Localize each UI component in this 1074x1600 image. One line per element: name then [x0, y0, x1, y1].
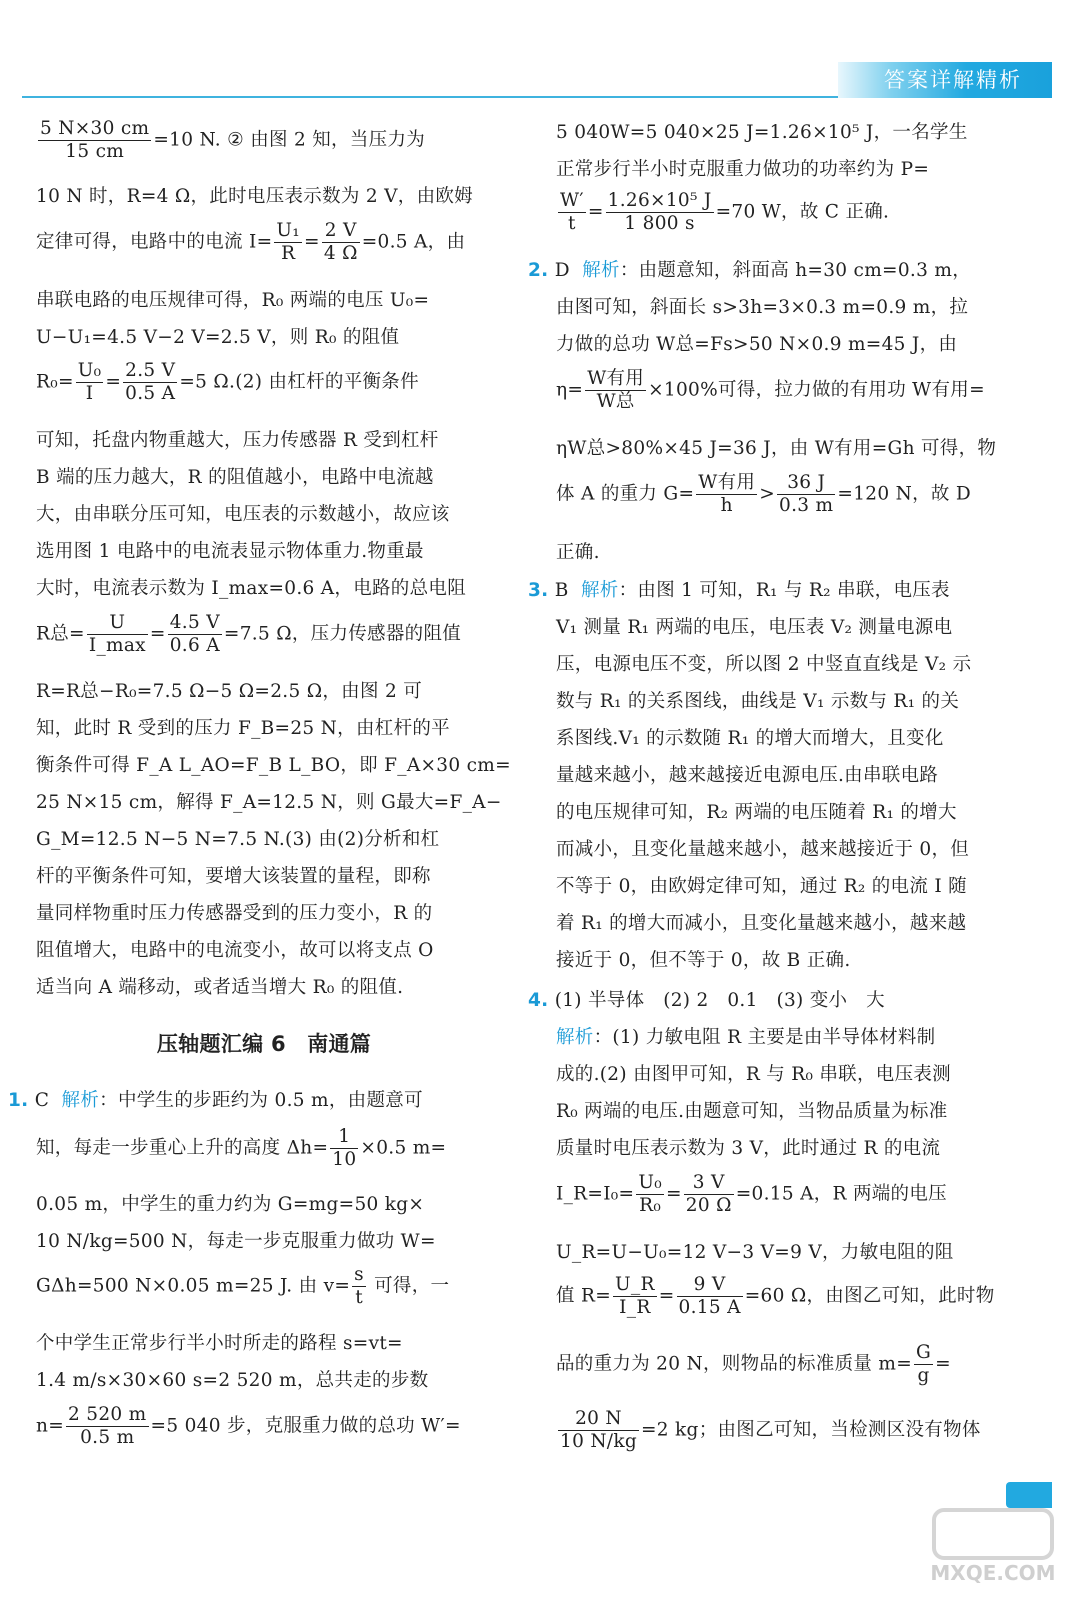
analysis-label: 解析: [556, 1027, 594, 1048]
q3-line-9: 不等于 0，由欧姆定律可知，通过 R₂ 的电流 I 随: [556, 876, 967, 897]
q2-line-5: ηW总>80%×45 J=36 J，由 W有用=Gh 可得，物: [556, 438, 997, 459]
left-line-4: 串联电路的电压规律可得，R₀ 两端的电压 U₀=: [36, 290, 430, 311]
analysis-label: 解析: [61, 1090, 100, 1111]
q2-line-6: 体 A 的重力 G= $\frac{\text{W有用}}{h}$ > $\frac{36 J}{0.3 m}$ =120 N，故 D: [556, 472, 971, 516]
q4-line-6: U_R=U−U₀=12 V−3 V=9 V，力敏电阻的阻: [556, 1242, 954, 1263]
left-line-3: 定律可得，电路中的电流 I= $\frac{\text{U₁}}{R}$ = $\frac{2 V}{4 \Omega}$ =0.5 A，由: [36, 220, 466, 264]
fraction: $\frac{W'}{t}$: [560, 190, 584, 234]
q3-line-10: 着 R₁ 的增大而减小，且变化量越来越小，越来越: [556, 913, 967, 934]
q4-line-5: I_R=I₀= $\frac{\text{U₀}}{\text{R₀}}$ = $\frac{3 V}{20 \Omega}$ =0.15 A，R 两端的电压: [556, 1172, 947, 1216]
answer-letter: C: [34, 1090, 50, 1111]
left-line-16: 25 N×15 cm，解得 F_A=12.5 N，则 G最大=F_A−: [36, 792, 502, 813]
q3-line-7: 的电压规律可知，R₂ 两端的电压随着 R₁ 的增大: [556, 802, 957, 823]
left-line-17: G_M=12.5 N−5 N=7.5 N.(3) 由(2)分析和杠: [36, 829, 440, 850]
q1-line-2: 知，每走一步重心上升的高度 Δh= $\frac{1}{10}$ ×0.5 m=: [36, 1126, 447, 1170]
q1-line-5: GΔh=500 N×0.05 m=25 J. 由 v= $\frac{s}{t}$ 可得，一: [36, 1264, 450, 1308]
fraction: $\frac{\text{1.26×10⁵ J}}{1 800 s}$: [607, 190, 712, 234]
q4-line-9: $\frac{20 N}{10 N/kg}$ =2 kg；由图乙可知，当检测区没有物体: [560, 1408, 981, 1452]
left-line-20: 阻值增大，电路中的电流变小，故可以将支点 O: [36, 940, 434, 961]
fraction: $\frac{4.5 V}{0.6 A}$: [169, 612, 220, 656]
fraction: $\frac{9 V}{0.15 A}$: [678, 1274, 741, 1318]
q3-line-3: 压，电源电压不变，所以图 2 中竖直直线是 V₂ 示: [556, 654, 972, 675]
fraction: $\frac{2 520 m}{0.5 m}$: [68, 1404, 147, 1448]
q1-line-3: 0.05 m，中学生的重力约为 G=mg=50 kg×: [36, 1194, 425, 1215]
fraction: $\frac{20 N}{10 N/kg}$: [560, 1408, 637, 1452]
left-line-14: 知，此时 R 受到的压力 F_B=25 N，由杠杆的平: [36, 718, 450, 739]
fraction: $\frac{s}{t}$: [354, 1264, 364, 1308]
analysis-label: 解析: [580, 580, 619, 601]
fraction: $\frac{2.5 V}{0.5 A}$: [125, 360, 176, 404]
left-line-5: U−U₁=4.5 V−2 V=2.5 V，则 R₀ 的阻值: [36, 327, 400, 348]
left-line-13: R=R总−R₀=7.5 Ω−5 Ω=2.5 Ω，由图 2 可: [36, 681, 423, 702]
q2-line-2: 由图可知，斜面长 s>3h=3×0.3 m=0.9 m，拉: [556, 297, 969, 318]
q1-line-6: 个中学生正常步行半小时所走的路程 s=vt=: [36, 1333, 403, 1354]
question-number: 2.: [528, 260, 549, 281]
q2-line-4: η= $\frac{\text{W有用}}{\text{W总}}$ ×100%可得，拉力做的有用功 W有用=: [556, 368, 985, 412]
left-line-1: $\frac{5 N\times 30 cm}{15 cm}$ =10 N. ② 由图 2 知，当压力为: [40, 118, 426, 162]
header-tab: 答案详解精析: [838, 62, 1052, 98]
left-line-18: 杆的平衡条件可知，要增大该装置的量程，即称: [36, 866, 431, 887]
left-line-12: R总= $\frac{U}{I\_\max}$ = $\frac{4.5 V}{0.6 A}$ =7.5 Ω，压力传感器的阻值: [36, 612, 462, 656]
left-line-7: 可知，托盘内物重越大，压力传感器 R 受到杠杆: [36, 430, 439, 451]
q3-line-1: 3. B 解析：由图 1 可知，R₁ 与 R₂ 串联，电压表: [528, 580, 950, 601]
q4-line-8: 品的重力为 20 N，则物品的标准质量 m= $\frac{G}{g}$ =: [556, 1342, 951, 1386]
fraction: $\frac{\text{U₀}}{\text{R₀}}$: [638, 1172, 662, 1216]
q2-line-7: 正确.: [556, 542, 600, 563]
q4-line-4: 质量时电压表示数为 3 V，此时通过 R 的电流: [556, 1138, 941, 1159]
fraction: $\frac{U\_R}{I\_R}$: [615, 1274, 655, 1318]
left-line-21: 适当向 A 端移动，或者适当增大 R₀ 的阻值.: [36, 977, 404, 998]
q3-line-2: V₁ 测量 R₁ 两端的电压，电压表 V₂ 测量电源电: [556, 617, 953, 638]
q1-line-4: 10 N/kg=500 N，每走一步克服重力做功 W=: [36, 1231, 436, 1252]
left-line-10: 选用图 1 电路中的电流表显示物体重力.物重最: [36, 541, 424, 562]
q3-line-8: 而减小，且变化量越来越小，越来越接近于 0，但: [556, 839, 970, 860]
section-title: 压轴题汇编 6 南通篇: [156, 1032, 372, 1056]
left-line-19: 量同样物重时压力传感器受到的压力变小，R 的: [36, 903, 433, 924]
left-line-11: 大时，电流表示数为 I_max=0.6 A，电路的总电阻: [36, 578, 467, 599]
question-number: 4.: [528, 990, 549, 1011]
q1-line-1: 1. C 解析：中学生的步距约为 0.5 m，由题意可: [8, 1090, 423, 1111]
q4-line-0: [528, 986, 1002, 1012]
fraction: $\frac{36 J}{0.3 m}$: [779, 472, 834, 516]
right-line-2: 正常步行半小时克服重力做功的功率约为 P=: [556, 159, 930, 180]
fraction: $\frac{G}{g}$: [916, 1342, 932, 1386]
left-line-15: 衡条件可得 F_A L_AO=F_B L_BO，即 F_A×30 cm=: [36, 755, 511, 776]
fraction: $\frac{\text{W有用}}{\text{W总}}$: [587, 368, 645, 412]
fraction: $\frac{2 V}{4 \Omega}$: [323, 220, 358, 264]
q3-line-6: 量越来越小，越来越接近电源电压.由串联电路: [556, 765, 939, 786]
q4-line-1: 解析：(1) 力敏电阻 R 主要是由半导体材料制: [556, 1027, 936, 1048]
right-line-3: $\frac{W'}{t}$ = $\frac{\text{1.26×10⁵ J}}{1 800 s}$ =70 W，故 C 正确.: [560, 190, 890, 234]
question-number: 1.: [8, 1090, 29, 1111]
fraction: $\frac{1}{10}$: [332, 1126, 357, 1170]
left-line-8: B 端的压力越大，R 的阻值越小，电路中电流越: [36, 467, 434, 488]
fraction: $\frac{\text{U₀}}{I}$: [77, 360, 102, 404]
q2-line-3: 力做的总功 W总=Fs>50 N×0.9 m=45 J，由: [556, 334, 958, 355]
q1-line-7: 1.4 m/s×30×60 s=2 520 m，总共走的步数: [36, 1370, 429, 1391]
fraction: $\frac{3 V}{20 \Omega}$: [685, 1172, 732, 1216]
answer-letter: D: [554, 260, 570, 281]
q2-line-1: 2. D 解析：由题意知，斜面高 h=30 cm=0.3 m，: [528, 260, 971, 281]
q4-line-2: 成的.(2) 由图甲可知，R 与 R₀ 串联，电压表测: [556, 1064, 951, 1085]
fraction: $\frac{\text{W有用}}{h}$: [698, 472, 756, 516]
question-number: 3.: [528, 580, 549, 601]
q4-line-3: R₀ 两端的电压.由题意可知，当物品质量为标准: [556, 1101, 948, 1122]
left-line-6: R₀= $\frac{\text{U₀}}{I}$ = $\frac{2.5 V}{0.5 A}$ =5 Ω.(2) 由杠杆的平衡条件: [36, 360, 419, 404]
q3-line-4: 数与 R₁ 的关系图线，曲线是 V₁ 示数与 R₁ 的关: [556, 691, 960, 712]
answer-text: (1) 半导体 (2) 2 0.1 (3) 变小 大: [554, 990, 885, 1011]
fraction: $\frac{U}{I\_\max}$: [88, 612, 146, 656]
q3-line-5: 系图线.V₁ 的示数随 R₁ 的增大而增大，且变化: [556, 728, 944, 749]
q3-line-11: 接近于 0，但不等于 0，故 B 正确.: [556, 950, 851, 971]
watermark-logo: [928, 1500, 1058, 1590]
right-line-1: 5 040W=5 040×25 J=1.26×10⁵ J，一名学生: [556, 122, 968, 143]
left-line-2: 10 N 时，R=4 Ω，此时电压表示数为 2 V，由欧姆: [36, 186, 474, 207]
q4-line-7: 值 R= $\frac{U\_R}{I\_R}$ = $\frac{9 V}{0.15 A}$ =60 Ω，由图乙可知，此时物: [556, 1274, 995, 1318]
analysis-label: 解析: [582, 260, 620, 281]
answer-letter: B: [554, 580, 569, 601]
fraction: $\frac{\text{U₁}}{R}$: [276, 220, 300, 264]
watermark-text: MXQE.COM: [930, 1561, 1056, 1585]
q1-line-8: n= $\frac{2 520 m}{0.5 m}$ =5 040 步，克服重力做的总功 W′=: [36, 1404, 461, 1448]
left-line-9: 大，由串联分压可知，电压表的示数越小，故应该: [36, 504, 450, 525]
fraction: $\frac{5 N\times 30 cm}{15 cm}$: [40, 118, 150, 162]
